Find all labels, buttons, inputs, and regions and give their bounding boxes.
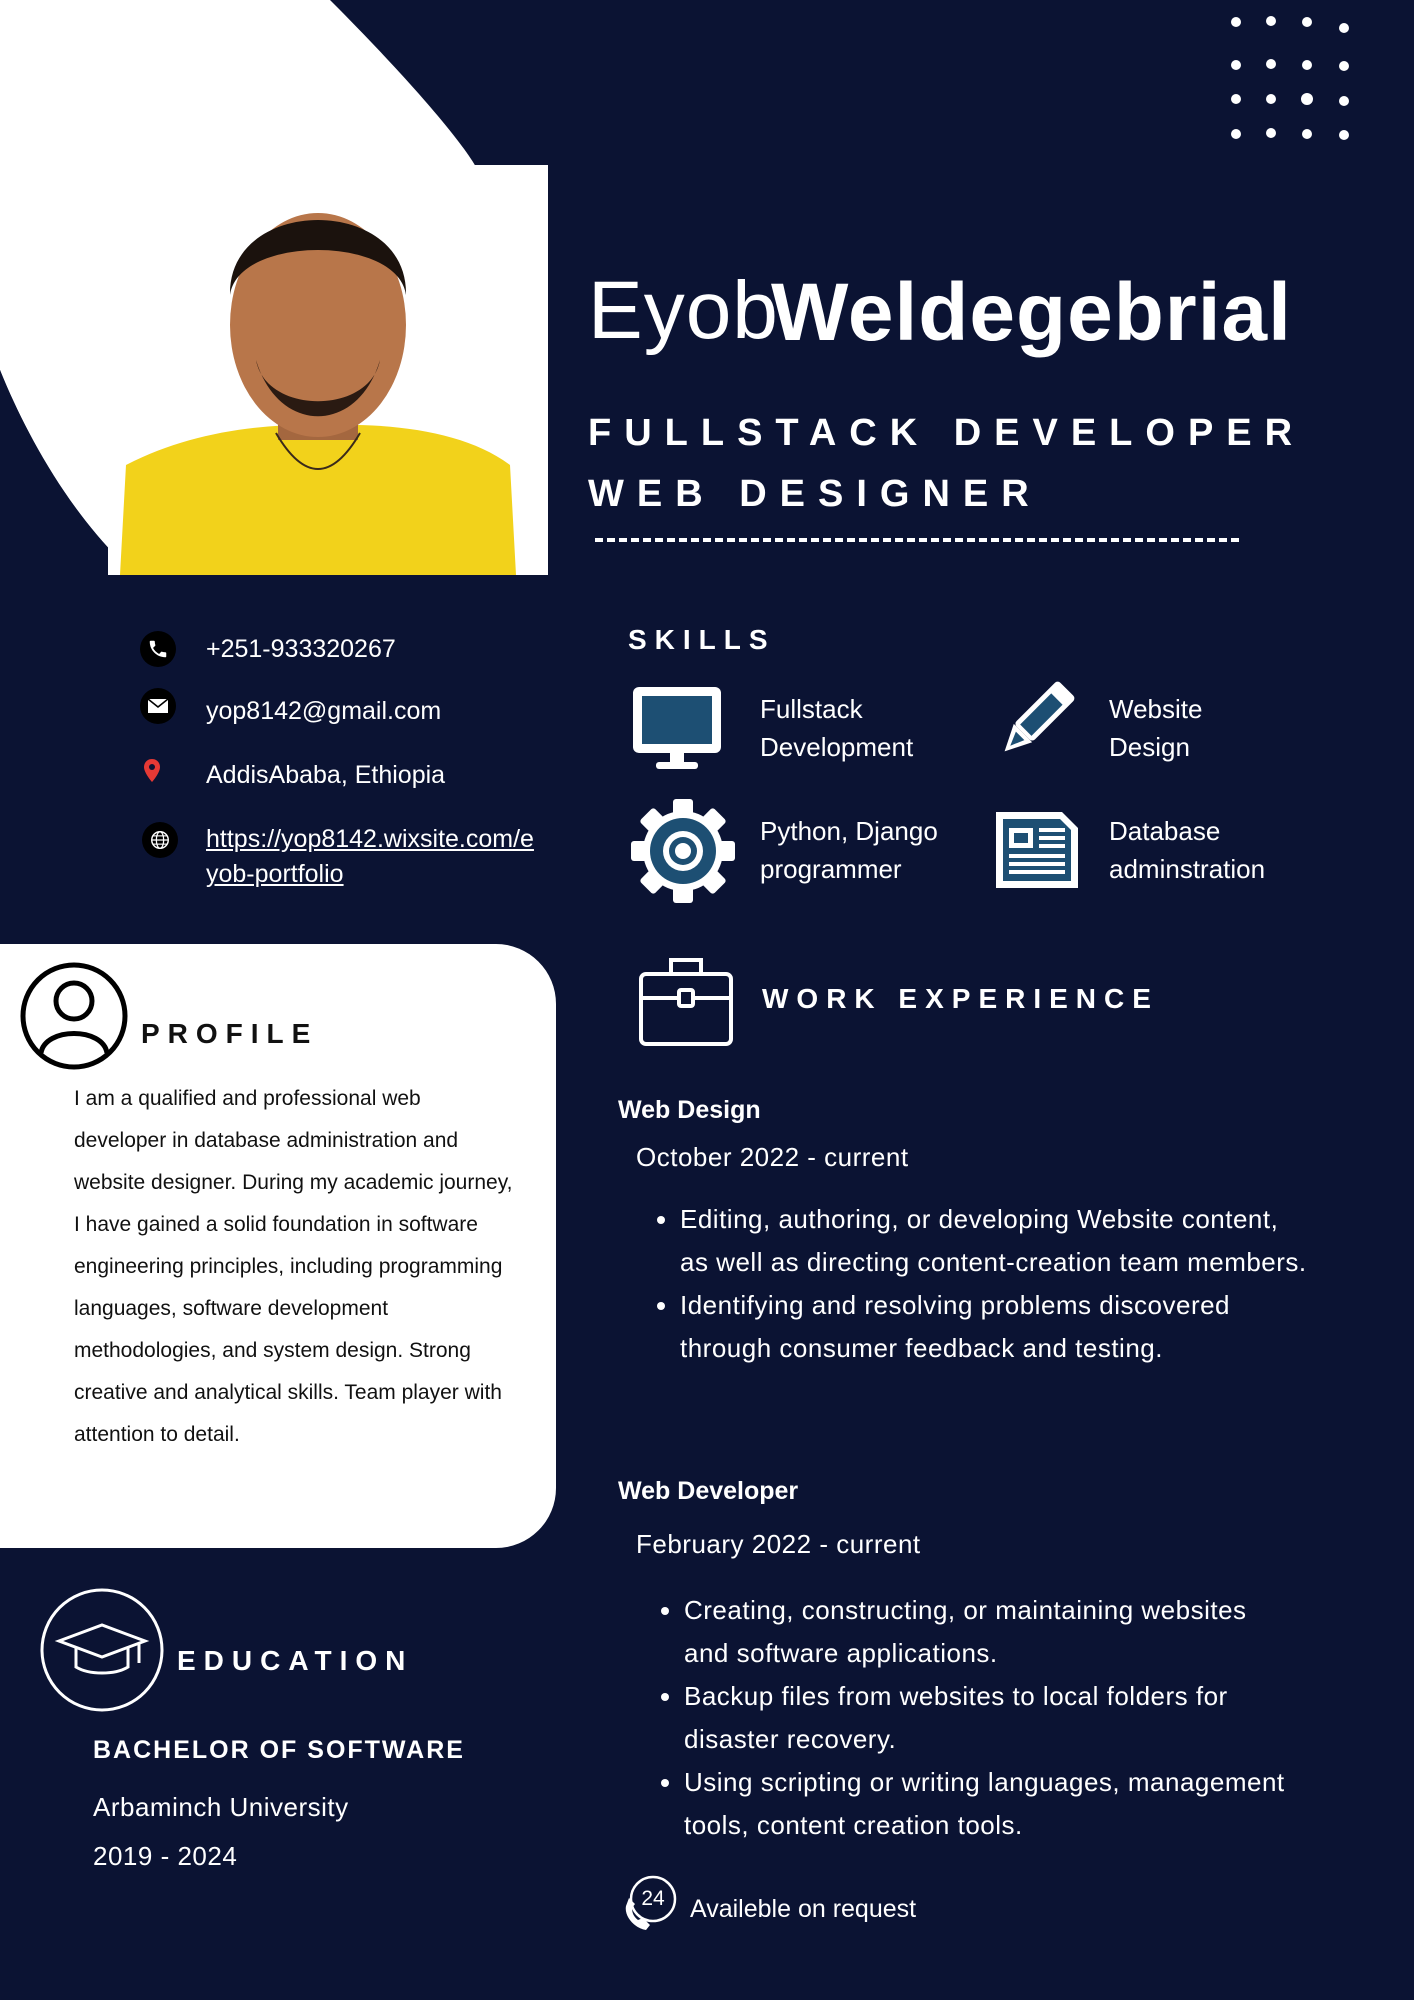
job-bullets-web-design: [652, 1198, 1310, 1370]
briefcase-icon: [638, 952, 734, 1048]
graduation-cap-icon: [39, 1587, 165, 1713]
list-item: • Backup files from websites to local folders for disaster recovery.: [684, 1675, 1294, 1761]
skill-label-line2: Development: [760, 732, 914, 762]
location-pin-icon: [142, 758, 162, 784]
monitor-icon: [630, 684, 724, 772]
university-name: Arbaminch University: [93, 1792, 349, 1822]
globe-icon: [142, 822, 178, 858]
skill-label-line1: Database: [1109, 816, 1221, 846]
profile-photo: [108, 165, 548, 575]
job-title-web-developer: Web Developer: [618, 1477, 799, 1505]
dashed-divider: [595, 538, 1239, 542]
gear-icon: [628, 796, 738, 906]
document-icon: [992, 808, 1082, 892]
skill-website-design: [1109, 690, 1202, 766]
skill-label-line2: programmer: [760, 854, 902, 884]
skill-label-line1: Python, Django: [760, 816, 938, 846]
availability-text: Availeble on request: [690, 1895, 917, 1923]
list-item: • Identifying and resolving problems discovered through consumer feedback and testing.: [680, 1284, 1310, 1370]
education-years: 2019 - 2024: [93, 1841, 238, 1871]
skill-database-admin: [1109, 812, 1265, 888]
profile-heading: PROFILE: [141, 1018, 319, 1049]
user-avatar-icon: [19, 961, 129, 1071]
skill-python-django: [760, 812, 938, 888]
skills-heading: SKILLS: [628, 624, 776, 655]
job-date-web-developer: February 2022 - current: [636, 1529, 921, 1559]
list-item: • Creating, constructing, or maintaining websites and software applications.: [684, 1589, 1294, 1675]
decorative-dots: [1225, 12, 1355, 147]
profile-summary: I am a qualified and professional web developer in database administration and website designer. During my academic journey, I have gained a solid foundation in software engineering principles, including programming languages, software development methodologies, and system design. Strong creative and analytical skills. Team player with attention to detail.: [74, 1087, 513, 1446]
portfolio-link-line2: yob-portfolio: [206, 860, 344, 888]
work-experience-heading: WORK EXPERIENCE: [762, 983, 1159, 1014]
job-title-line1: FULLSTACK DEVELOPER: [588, 412, 1306, 454]
job-bullets-web-developer: [656, 1589, 1294, 1847]
phone-icon: [140, 631, 176, 667]
skill-label-line2: Design: [1109, 732, 1190, 762]
last-name: Weldegebrial: [771, 267, 1292, 358]
job-title-line2: WEB DESIGNER: [588, 473, 1042, 515]
portfolio-link-line1: https://yop8142.wixsite.com/e: [206, 825, 534, 853]
skill-label-line2: adminstration: [1109, 854, 1266, 884]
list-item: • Using scripting or writing languages, management tools, content creation tools.: [684, 1761, 1294, 1847]
location-text: AddisAbaba, Ethiopia: [206, 761, 446, 789]
phone-number: +251-933320267: [206, 635, 396, 663]
portfolio-link[interactable]: [206, 822, 534, 892]
degree-title: BACHELOR OF SOFTWARE: [93, 1736, 465, 1764]
skill-label-line1: Website: [1109, 694, 1203, 724]
badge-24: 24: [641, 1887, 665, 1910]
email-icon: [140, 688, 176, 724]
skill-label-line1: Fullstack: [760, 694, 863, 724]
email-address: yop8142@gmail.com: [206, 697, 442, 725]
first-name: Eyob: [588, 265, 779, 356]
education-heading: EDUCATION: [177, 1645, 414, 1676]
skill-fullstack: [760, 690, 913, 766]
list-item: • Editing, authoring, or developing Website content, as well as directing content-creation team members.: [680, 1198, 1310, 1284]
job-date-web-design: October 2022 - current: [636, 1142, 909, 1172]
job-title-web-design: Web Design: [618, 1096, 761, 1124]
pencil-icon: [990, 676, 1080, 766]
